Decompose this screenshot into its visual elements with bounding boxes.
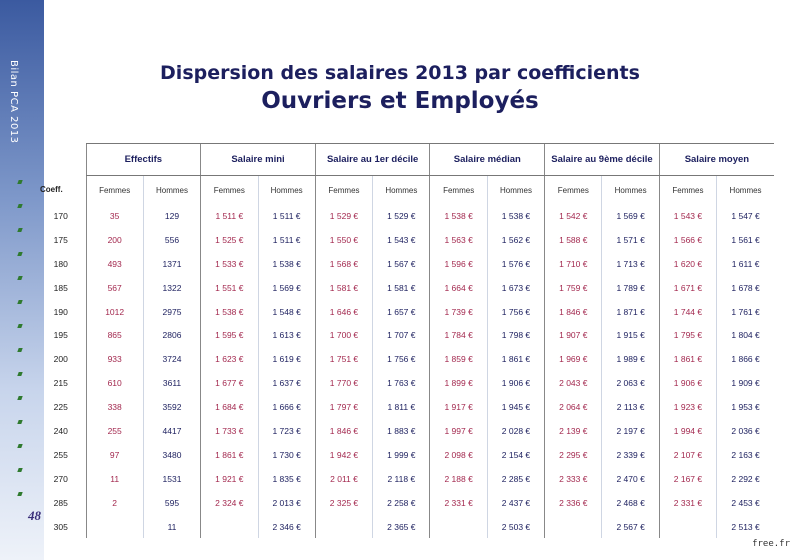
women-value-cell: 1 542 € (545, 204, 602, 228)
women-value-cell: 1 533 € (201, 252, 258, 276)
coeff-cell: 200 (53, 354, 68, 365)
group-header: Salaire au 9ème décile (545, 144, 660, 176)
men-value-cell: 1 861 € (487, 347, 544, 371)
women-value-cell: 1 744 € (659, 300, 716, 324)
women-value-cell: 200 (86, 228, 143, 252)
women-value-cell: 1 684 € (201, 395, 258, 419)
table-body (36, 204, 774, 538)
men-value-cell: 1 613 € (258, 323, 315, 347)
men-value-cell: 2 468 € (602, 491, 659, 515)
coeff-cell: 270 (53, 473, 68, 484)
men-value-cell: 2 285 € (487, 467, 544, 491)
coeff-cell: 175 (53, 234, 68, 245)
men-value-cell: 1371 (143, 252, 200, 276)
group-header: Salaire moyen (659, 144, 774, 176)
footer-brand: free.fr (752, 539, 790, 549)
women-value-cell: 1 861 € (659, 347, 716, 371)
coeff-cell: 285 (53, 497, 68, 508)
men-value-cell: 2 567 € (602, 515, 659, 539)
men-value-cell: 1 569 € (258, 276, 315, 300)
group-header: Salaire mini (201, 144, 316, 176)
men-value-cell: 1 866 € (717, 347, 774, 371)
women-value-cell: 1012 (86, 300, 143, 324)
men-value-cell: 1 571 € (602, 228, 659, 252)
table-row (36, 491, 774, 515)
table-row (36, 300, 774, 324)
men-header: Hommes (487, 176, 544, 205)
women-value-cell: 2 325 € (315, 491, 372, 515)
men-value-cell: 1 909 € (717, 371, 774, 395)
women-value-cell: 567 (86, 276, 143, 300)
women-header: Femmes (430, 176, 487, 205)
women-value-cell (659, 515, 716, 539)
men-value-cell: 2 258 € (373, 491, 430, 515)
women-value-cell: 1 917 € (430, 395, 487, 419)
women-value-cell: 1 529 € (315, 204, 372, 228)
group-header: Effectifs (86, 144, 201, 176)
women-value-cell: 1 846 € (315, 419, 372, 443)
women-value-cell (86, 515, 143, 539)
men-value-cell: 1 707 € (373, 323, 430, 347)
women-value-cell: 35 (86, 204, 143, 228)
women-value-cell: 2 064 € (545, 395, 602, 419)
men-value-cell: 1 953 € (717, 395, 774, 419)
men-value-cell: 1 906 € (487, 371, 544, 395)
women-value-cell: 1 525 € (201, 228, 258, 252)
women-value-cell: 1 997 € (430, 419, 487, 443)
women-value-cell: 1 595 € (201, 323, 258, 347)
men-value-cell: 2 154 € (487, 443, 544, 467)
men-value-cell: 2 063 € (602, 371, 659, 395)
men-value-cell: 2 292 € (717, 467, 774, 491)
women-value-cell: 1 596 € (430, 252, 487, 276)
men-value-cell: 4417 (143, 419, 200, 443)
men-value-cell: 1 804 € (717, 323, 774, 347)
men-value-cell: 1 798 € (487, 323, 544, 347)
men-value-cell: 1 619 € (258, 347, 315, 371)
table-row (36, 252, 774, 276)
women-value-cell: 1 566 € (659, 228, 716, 252)
page-subtitle: Ouvriers et Employés (261, 88, 539, 114)
women-value-cell: 1 899 € (430, 371, 487, 395)
women-value-cell: 2 295 € (545, 443, 602, 467)
women-value-cell: 2 (86, 491, 143, 515)
men-value-cell: 1 637 € (258, 371, 315, 395)
women-value-cell: 2 098 € (430, 443, 487, 467)
women-header: Femmes (315, 176, 372, 205)
women-value-cell: 1 784 € (430, 323, 487, 347)
men-value-cell: 3592 (143, 395, 200, 419)
women-value-cell: 1 797 € (315, 395, 372, 419)
coeff-cell: 190 (53, 306, 68, 317)
men-value-cell: 1322 (143, 276, 200, 300)
men-value-cell: 2 339 € (602, 443, 659, 467)
men-header: Hommes (717, 176, 774, 205)
women-value-cell (430, 515, 487, 539)
table-row (36, 347, 774, 371)
coeff-cell: 180 (53, 258, 68, 269)
men-value-cell: 1 999 € (373, 443, 430, 467)
coeff-cell: 170 (53, 210, 68, 221)
men-value-cell: 1 529 € (373, 204, 430, 228)
women-value-cell (545, 515, 602, 539)
women-value-cell: 2 336 € (545, 491, 602, 515)
coeff-cell: 225 (53, 402, 68, 413)
table-row (36, 323, 774, 347)
women-value-cell: 2 011 € (315, 467, 372, 491)
women-value-cell: 1 751 € (315, 347, 372, 371)
men-value-cell: 1 678 € (717, 276, 774, 300)
coeff-cell: 255 (53, 449, 68, 460)
table-row (36, 467, 774, 491)
women-value-cell: 1 664 € (430, 276, 487, 300)
men-value-cell: 2 113 € (602, 395, 659, 419)
table-row (36, 276, 774, 300)
men-value-cell: 1 538 € (258, 252, 315, 276)
men-value-cell: 2806 (143, 323, 200, 347)
women-value-cell: 2 043 € (545, 371, 602, 395)
coeff-header: Coeff. (40, 185, 63, 195)
page-title: Dispersion des salaires 2013 par coefficients (160, 62, 640, 84)
women-value-cell: 1 861 € (201, 443, 258, 467)
men-value-cell: 1 713 € (602, 252, 659, 276)
men-value-cell: 2 513 € (717, 515, 774, 539)
men-value-cell: 1 915 € (602, 323, 659, 347)
men-value-cell: 1 511 € (258, 204, 315, 228)
men-value-cell: 3724 (143, 347, 200, 371)
sub-header-row (36, 176, 774, 205)
women-value-cell: 1 846 € (545, 300, 602, 324)
coeff-cell: 240 (53, 425, 68, 436)
men-value-cell: 2 036 € (717, 419, 774, 443)
men-value-cell: 11 (143, 515, 200, 539)
women-value-cell: 2 324 € (201, 491, 258, 515)
sidebar-label: Bilan PCA 2013 (8, 60, 19, 144)
women-value-cell: 1 588 € (545, 228, 602, 252)
men-value-cell: 2 365 € (373, 515, 430, 539)
men-header: Hommes (143, 176, 200, 205)
coeff-cell: 185 (53, 282, 68, 293)
women-value-cell (201, 515, 258, 539)
women-value-cell: 1 770 € (315, 371, 372, 395)
men-value-cell: 2 028 € (487, 419, 544, 443)
men-header: Hommes (258, 176, 315, 205)
men-value-cell: 1 562 € (487, 228, 544, 252)
men-value-cell: 1 673 € (487, 276, 544, 300)
women-value-cell: 1 994 € (659, 419, 716, 443)
women-value-cell: 2 167 € (659, 467, 716, 491)
women-header: Femmes (545, 176, 602, 205)
men-value-cell: 1 871 € (602, 300, 659, 324)
women-value-cell (315, 515, 372, 539)
men-value-cell: 1 511 € (258, 228, 315, 252)
table-row (36, 443, 774, 467)
men-value-cell: 2 013 € (258, 491, 315, 515)
women-value-cell: 2 331 € (430, 491, 487, 515)
men-value-cell: 2 163 € (717, 443, 774, 467)
men-value-cell: 1 883 € (373, 419, 430, 443)
women-header: Femmes (659, 176, 716, 205)
men-value-cell: 1 756 € (487, 300, 544, 324)
men-header: Hommes (602, 176, 659, 205)
men-value-cell: 1 548 € (258, 300, 315, 324)
women-value-cell: 1 671 € (659, 276, 716, 300)
women-value-cell: 1 795 € (659, 323, 716, 347)
women-value-cell: 1 907 € (545, 323, 602, 347)
men-value-cell: 1 576 € (487, 252, 544, 276)
table-row (36, 515, 774, 539)
women-value-cell: 1 623 € (201, 347, 258, 371)
men-value-cell: 1 945 € (487, 395, 544, 419)
men-value-cell: 595 (143, 491, 200, 515)
group-header-row (36, 144, 774, 176)
women-value-cell: 1 646 € (315, 300, 372, 324)
men-value-cell: 1 543 € (373, 228, 430, 252)
corner-cell (36, 144, 86, 176)
men-value-cell: 1 730 € (258, 443, 315, 467)
women-value-cell: 493 (86, 252, 143, 276)
women-value-cell: 1 923 € (659, 395, 716, 419)
men-value-cell: 1 657 € (373, 300, 430, 324)
men-value-cell: 1 538 € (487, 204, 544, 228)
men-value-cell: 1 561 € (717, 228, 774, 252)
page-number: 48 (28, 508, 41, 523)
women-value-cell: 1 739 € (430, 300, 487, 324)
women-value-cell: 1 700 € (315, 323, 372, 347)
table-row (36, 395, 774, 419)
women-value-cell: 1 710 € (545, 252, 602, 276)
men-header: Hommes (373, 176, 430, 205)
men-value-cell: 1 723 € (258, 419, 315, 443)
coeff-cell: 305 (53, 521, 68, 532)
women-value-cell: 1 568 € (315, 252, 372, 276)
men-value-cell: 2 118 € (373, 467, 430, 491)
men-value-cell: 1 611 € (717, 252, 774, 276)
women-value-cell: 610 (86, 371, 143, 395)
men-value-cell: 2 437 € (487, 491, 544, 515)
women-header: Femmes (201, 176, 258, 205)
men-value-cell: 3480 (143, 443, 200, 467)
men-value-cell: 2975 (143, 300, 200, 324)
women-value-cell: 1 551 € (201, 276, 258, 300)
women-value-cell: 1 581 € (315, 276, 372, 300)
group-header: Salaire au 1er décile (315, 144, 430, 176)
men-value-cell: 1 835 € (258, 467, 315, 491)
women-value-cell: 1 921 € (201, 467, 258, 491)
women-value-cell: 1 538 € (201, 300, 258, 324)
women-value-cell: 1 563 € (430, 228, 487, 252)
table-row (36, 204, 774, 228)
men-value-cell: 1 989 € (602, 347, 659, 371)
men-value-cell: 1 763 € (373, 371, 430, 395)
men-value-cell: 2 453 € (717, 491, 774, 515)
men-value-cell: 1 811 € (373, 395, 430, 419)
women-value-cell: 1 759 € (545, 276, 602, 300)
men-value-cell: 3611 (143, 371, 200, 395)
salary-table (36, 143, 774, 538)
women-value-cell: 255 (86, 419, 143, 443)
coeff-cell: 195 (53, 330, 68, 341)
men-value-cell: 1 547 € (717, 204, 774, 228)
women-value-cell: 1 538 € (430, 204, 487, 228)
women-value-cell: 97 (86, 443, 143, 467)
group-header: Salaire médian (430, 144, 545, 176)
women-value-cell: 1 942 € (315, 443, 372, 467)
men-value-cell: 2 470 € (602, 467, 659, 491)
women-header: Femmes (86, 176, 143, 205)
men-value-cell: 1 666 € (258, 395, 315, 419)
women-value-cell: 1 969 € (545, 347, 602, 371)
women-value-cell: 1 550 € (315, 228, 372, 252)
women-value-cell: 2 333 € (545, 467, 602, 491)
men-value-cell: 1 567 € (373, 252, 430, 276)
women-value-cell: 2 139 € (545, 419, 602, 443)
men-value-cell: 1 789 € (602, 276, 659, 300)
men-value-cell: 1 581 € (373, 276, 430, 300)
women-value-cell: 2 331 € (659, 491, 716, 515)
table-row (36, 419, 774, 443)
women-value-cell: 1 543 € (659, 204, 716, 228)
coeff-cell: 215 (53, 378, 68, 389)
men-value-cell: 1531 (143, 467, 200, 491)
women-value-cell: 1 859 € (430, 347, 487, 371)
men-value-cell: 1 569 € (602, 204, 659, 228)
women-value-cell: 11 (86, 467, 143, 491)
men-value-cell: 2 503 € (487, 515, 544, 539)
men-value-cell: 1 761 € (717, 300, 774, 324)
women-value-cell: 2 107 € (659, 443, 716, 467)
men-value-cell: 2 197 € (602, 419, 659, 443)
women-value-cell: 933 (86, 347, 143, 371)
table-row (36, 371, 774, 395)
men-value-cell: 2 346 € (258, 515, 315, 539)
women-value-cell: 1 677 € (201, 371, 258, 395)
men-value-cell: 556 (143, 228, 200, 252)
women-value-cell: 2 188 € (430, 467, 487, 491)
men-value-cell: 129 (143, 204, 200, 228)
men-value-cell: 1 756 € (373, 347, 430, 371)
women-value-cell: 1 733 € (201, 419, 258, 443)
women-value-cell: 865 (86, 323, 143, 347)
women-value-cell: 1 620 € (659, 252, 716, 276)
women-value-cell: 338 (86, 395, 143, 419)
women-value-cell: 1 906 € (659, 371, 716, 395)
women-value-cell: 1 511 € (201, 204, 258, 228)
table-row (36, 228, 774, 252)
